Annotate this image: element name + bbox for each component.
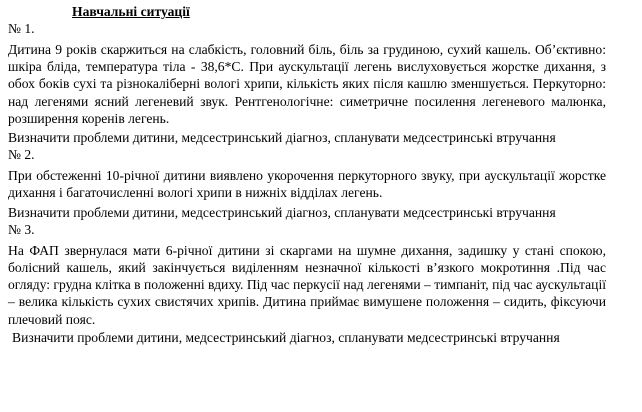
- situation-3-text: На ФАП звернулася мати 6-річної дитини зі скаргами на шумне дихання, задишку у стані спокою, болісний кашель, який закінчується виділенням незначної кількості в’язкого мокротиння .Під час огляду: грудна клітка в положенні вдиху. Під час перкусії над легенями – тимпаніт, під час аускультації – велика кількість сухих свистячих хрипів. Дитина приймає вимушене положення – сидить, фіксуючи плечовий пояс.: [8, 242, 606, 327]
- situation-2-number: № 2.: [8, 147, 35, 163]
- document-title: Навчальні ситуації: [72, 4, 190, 19]
- document-page: [8, 4, 606, 346]
- situation-3-task: Визначити проблеми дитини, медсестринський діагноз, спланувати медсестринські втручання: [12, 329, 560, 345]
- situation-2-text: При обстеженні 10-річної дитини виявлено укорочення перкуторного звуку, при аускультації жорстке дихання і багаточисленні вологі хрипи в нижніх відділах легень.: [8, 168, 606, 201]
- situation-3-number: № 3.: [8, 221, 35, 237]
- situation-1-number: № 1.: [8, 21, 35, 36]
- situation-1-text: Дитина 9 років скаржиться на слабкість, головний біль, біль за грудиною, сухий кашель. Об’єктивно: шкіра бліда, температура тіла - 38,6*С. При аускультації легень вислуховується жорстке дихання, з обох боків сухі та різнокаліберні вологі хрипи, кількість яких після кашлю зменшується. Перкуторно: над легенями ясний легеневий звук. Рентгенологічне: симетричне посилення легеневого малюнка, розширення коренів легень.: [8, 42, 606, 126]
- situation-1-task: Визначити проблеми дитини, медсестринський діагноз, спланувати медсестринські втручання: [8, 130, 556, 146]
- situation-2-task: Визначити проблеми дитини, медсестринський діагноз, спланувати медсестринські втручання: [8, 204, 556, 220]
